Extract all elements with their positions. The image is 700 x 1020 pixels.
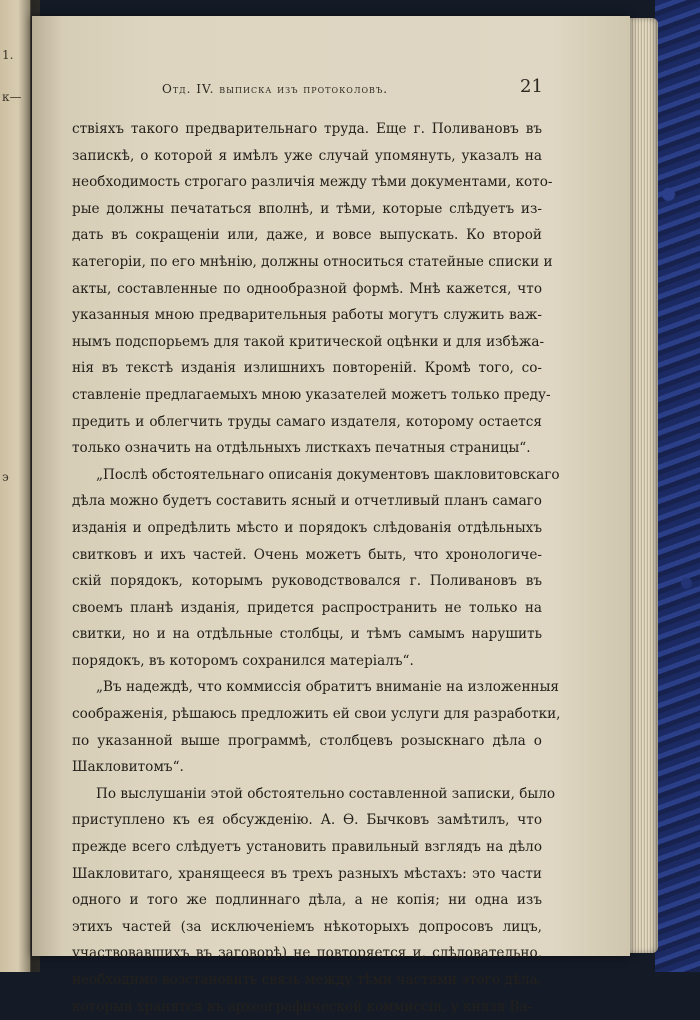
text-line: этихъ частей (за исключеніемъ нѣкоторыхъ допросовъ лицъ, <box>72 918 542 935</box>
text-line: нія въ текстѣ изданія излишнихъ повтореній. Кромѣ того, со- <box>72 360 542 377</box>
text-line: изданія и опредѣлить мѣсто и порядокъ слѣдованія отдѣльныхъ <box>72 519 542 536</box>
text-line: соображенія, рѣшаюсь предложить ей свои услуги для разработки, <box>72 706 561 723</box>
text-line: предить и облегчить труды самаго издателя, которому остается <box>72 413 542 430</box>
left-page-fragment: к— <box>2 90 22 104</box>
text-line: категоріи, по его мнѣнію, должны относиться статейные списки и <box>72 253 553 270</box>
paragraph <box>72 781 556 1020</box>
body-text <box>72 116 561 1020</box>
text-line: По выслушаніи этой обстоятельно составленной записки, было <box>96 785 556 802</box>
page-number: 21 <box>520 76 543 97</box>
left-page-fragment: э <box>2 470 9 484</box>
marbled-cover <box>655 0 700 972</box>
text-line: одного и того же подлиннаго дѣла, а не копія; ни одна изъ <box>72 892 542 909</box>
left-facing-page <box>0 0 31 972</box>
text-line: акты, составленные по однообразной формѣ. Мнѣ кажется, что <box>72 280 542 297</box>
text-line: дать въ сокращеніи или, даже, и вовсе выпускать. Ко второй <box>72 227 542 244</box>
text-line: по указанной выше программѣ, столбцевъ розыскнаго дѣла о <box>72 732 542 749</box>
text-line: запискѣ, о которой я имѣлъ уже случай упомянуть, указалъ на <box>72 147 542 164</box>
paragraph <box>72 674 561 780</box>
text-line: участвовавшихъ въ заговорѣ) не повторяется и, слѣдовательно, <box>72 945 542 962</box>
text-line: необходимость строгаго различія между тѣми документами, кото- <box>72 174 553 191</box>
page-edges <box>628 18 658 953</box>
paragraph <box>72 462 560 675</box>
paragraph <box>72 116 553 462</box>
text-line: дѣла можно будетъ составить ясный и отчетливый планъ самаго <box>72 493 542 510</box>
text-line: только означить на отдѣльныхъ листкахъ печатныя страницы“. <box>72 440 531 457</box>
book-page <box>32 16 630 1015</box>
text-line: рые должны печататься вполнѣ, и тѣми, которые слѣдуетъ из- <box>72 200 542 217</box>
text-line: „Послѣ обстоятельнаго описанія документовъ шакловитовскаго <box>96 466 560 483</box>
text-line: приступлено къ ея обсужденію. А. Ѳ. Бычковъ замѣтилъ, что <box>72 812 542 829</box>
text-line: порядокъ, въ которомъ сохранился матеріалъ“. <box>72 652 414 669</box>
text-line: свитки, но и на отдѣльные столбцы, и тѣмъ самымъ нарушить <box>72 626 542 643</box>
text-line: своемъ планѣ изданія, придется распространить не только на <box>72 599 542 616</box>
text-line: Шакловитомъ“. <box>72 759 184 776</box>
text-line: которыя хранятся въ археографической коммиссіи, у князя Ва- <box>72 998 533 1015</box>
text-line: указанныя мною предварительныя работы могутъ служить важ- <box>72 307 542 324</box>
text-line: скій порядокъ, которымъ руководствовался г. Поливановъ въ <box>72 573 542 590</box>
text-line: „Въ надеждѣ, что коммиссія обратитъ вниманіе на изложенныя <box>96 679 559 696</box>
text-line: свитковъ и ихъ частей. Очень можетъ быть, что хронологиче- <box>72 546 542 563</box>
text-line: нымъ подспорьемъ для такой критической оцѣнки и для избѣжа- <box>72 333 545 350</box>
text-line: Шакловитаго, хранящееся въ трехъ разныхъ мѣстахъ: это части <box>72 865 542 882</box>
left-page-fragment: 1. <box>2 48 14 62</box>
text-line: прежде всего слѣдуетъ установить правильный взглядъ на дѣло <box>72 839 542 856</box>
running-head: Отд. IV. выписка изъ протоколовъ. <box>162 82 389 96</box>
text-line: необходимо возстановить связь между тѣми частями этого дѣла, <box>72 972 542 988</box>
text-line: ставленіе предлагаемыхъ мною указателей можетъ только преду- <box>72 386 551 403</box>
text-line: ствіяхъ такого предварительнаго труда. Еще г. Поливановъ въ <box>72 121 542 137</box>
